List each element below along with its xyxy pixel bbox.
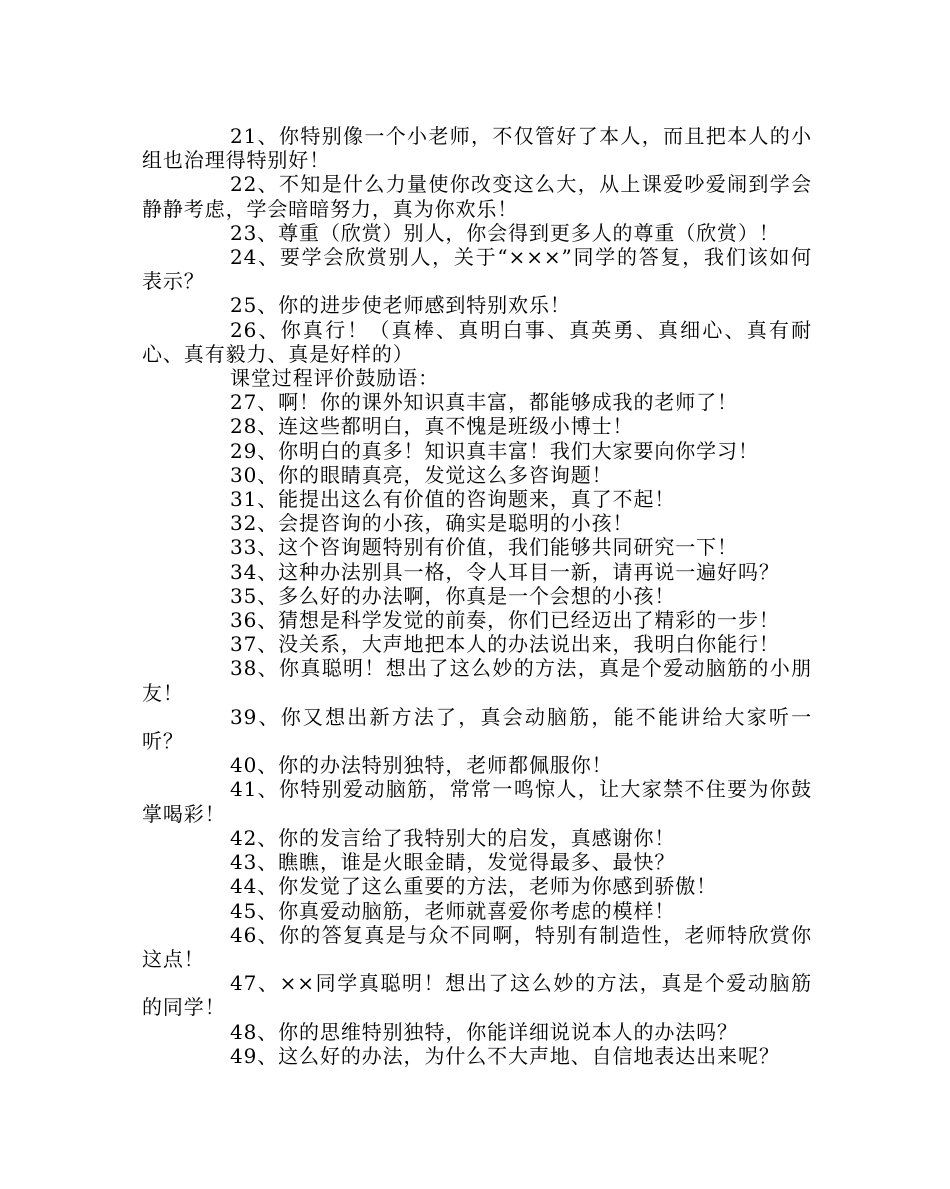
paragraph-39: 39、你又想出新方法了，真会动脑筋，能不能讲给大家听一听？ [142,704,812,754]
paragraph-49: 49、这么好的办法，为什么不大声地、自信地表达出来呢？ [230,1043,780,1068]
paragraph-28: 28、连这些都明白，真不愧是班级小博士！ [230,414,634,439]
paragraph-45: 45、你真爱动脑筋，老师就喜爱你考虑的模样！ [230,898,676,923]
paragraph-33: 33、这个咨询题特别有价值，我们能够共同研究一下！ [230,535,738,560]
paragraph-46: 46、你的答复真是与众不同啊，特别有制造性，老师特欣赏你这点！ [142,922,812,971]
document-body [142,124,812,1068]
paragraph-44: 44、你发觉了这么重要的方法，老师为你感到骄傲！ [230,874,718,899]
paragraph-21: 21、你特别像一个小老师，不仅管好了本人，而且把本人的小组也治理得特别好！ [142,124,812,173]
paragraph-34: 34、这种办法别具一格，令人耳目一新，请再说一遍好吗？ [230,559,780,584]
paragraph-24: 24、要学会欣赏别人，关于“×××”同学的答复，我们该如何表示？ [142,245,812,294]
paragraph-36: 36、猜想是科学发觉的前奏，你们已经迈出了精彩的一步！ [230,608,780,633]
paragraph-37: 37、没关系，大声地把本人的办法说出来，我明白你能行！ [230,632,780,657]
paragraph-29: 29、你明白的真多！知识真丰富！我们大家要向你学习！ [230,438,759,463]
paragraph-32: 32、会提咨询的小孩，确实是聪明的小孩！ [230,511,634,536]
paragraph-41: 41、你特别爱动脑筋，常常一鸣惊人，让大家禁不住要为你鼓掌喝彩！ [142,777,812,826]
paragraph-38: 38、你真聪明！想出了这么妙的方法，真是个爱动脑筋的小朋友！ [142,656,812,705]
paragraph-47: 47、××同学真聪明！想出了这么妙的方法，真是个爱动脑筋的同学！ [142,971,812,1020]
paragraph-30: 30、你的眼睛真亮，发觉这么多咨询题！ [230,462,613,487]
paragraph-26: 26、你真行！（真棒、真明白事、真英勇、真细心、真有耐心、真有毅力、真是好样的） [142,317,812,366]
paragraph-22: 22、不知是什么力量使你改变这么大，从上课爱吵爱闹到学会静静考虑，学会暗暗努力，真为你欢乐！ [142,172,812,221]
paragraph-40: 40、你的办法特别独特，老师都佩服你！ [230,753,613,778]
paragraph-35: 35、多么好的办法啊，你真是一个会想的小孩！ [230,583,676,608]
paragraph-23: 23、尊重（欣赏）别人，你会得到更多人的尊重（欣赏）！ [230,220,780,245]
paragraph-42: 42、你的发言给了我特别大的启发，真感谢你！ [230,825,676,850]
paragraph-27: 27、啊！你的课外知识真丰富，都能够成我的老师了！ [230,390,738,415]
paragraph-48: 48、你的思维特别独特，你能详细说说本人的办法吗？ [230,1019,738,1044]
paragraph-31: 31、能提出这么有价值的咨询题来，真了不起！ [230,487,676,512]
paragraph-43: 43、瞧瞧，谁是火眼金睛，发觉得最多、最快？ [230,850,676,875]
section-heading-classroom-evaluation: 课堂过程评价鼓励语： [230,366,439,391]
paragraph-25: 25、你的进步使老师感到特别欢乐！ [230,293,571,318]
